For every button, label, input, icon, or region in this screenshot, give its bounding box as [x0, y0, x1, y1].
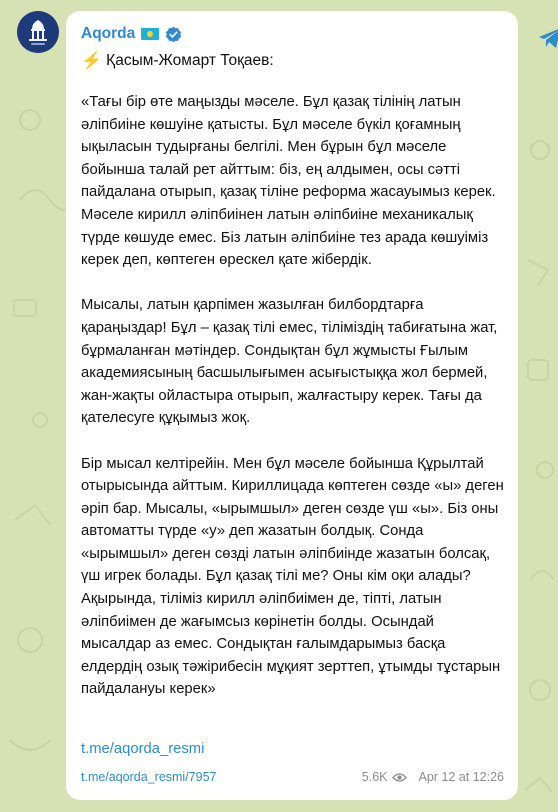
post-paragraph: «Тағы бір өте маңызды мәселе. Бұл қазақ тілінің латын әліпбиіне көшуіне қатысты. Бұл мәселе бүкіл қоғамның ықыласын тудырғаны белгілі. Мен бұрын бұл мәселе бойынша талай рет айттым: біз, ең алдымен, осы сәтті пайдалана отырып, қазақ тіліне реформа жасауымыз керек. Мәселе кирилл әліпбиінен латын әліпбиіне механикалық түрде көшуде емес. Біз латын әліпбиіне тез арада көшуіміз керек деп, көптеген өрескел қате жібердік. — [81, 94, 496, 269]
lightning-emoji: ⚡ — [81, 51, 103, 70]
message-header — [81, 25, 182, 43]
view-count: 5.6K — [361, 770, 388, 784]
post-paragraph: Мысалы, латын қарпімен жазылған билбордтарға қараңыздар! Бұл – қазақ тілі емес, тіліміздің табиғатына жат, бұрмаланған мәтіндер. Сондықтан бұл жұмысты Ғылым академиясының басшылығымен асығыстыққа жол бермей, жан-жақты ойластыра отырып, жалғастыру керек. Тағы да қателесуге құқымыз жоқ. — [81, 297, 498, 427]
verified-badge-icon — [165, 26, 182, 43]
post-body — [81, 91, 506, 724]
share-forward-icon[interactable] — [537, 25, 558, 51]
post-title — [81, 51, 274, 71]
channel-link[interactable]: t.me/aqorda_resmi — [81, 741, 205, 757]
post-link[interactable]: t.me/aqorda_resmi/7957 — [81, 770, 217, 784]
post-paragraph: Бір мысал келтірейін. Мен бұл мәселе бойынша Құрылтай отырысында айттым. Кириллицада көптеген сөзде «ы» деген әріп бар. Мысалы, «ырымшыл» деген сөзде үш «ы». Біз оны автоматты түрде «у» деп жазатын болдық. Сонда «ырымшыл» деген сөзді латын әліпбиінде жазатын болсақ, үш игрек болады. Бұл қазақ тілі ме? Оны кім оқи алады? Ақырында, тіліміз кирилл әліпбиімен де, тіпті, латын әліпбиімен де жағымсыз көрінетін болды. Осындай мысалдар аз емес. Сондықтан ғалымдарымыз басқа елдердің озық тәжірибесін мұқият зерттеп, ұтымды тұстарын пайдалануы керек» — [81, 455, 504, 698]
eye-icon — [392, 772, 407, 783]
kazakhstan-flag-icon — [141, 28, 159, 40]
message-date: Apr 12 at 12:26 — [418, 770, 504, 784]
message-bubble — [66, 11, 518, 800]
post-title-text: Қасым-Жомарт Тоқаев: — [106, 52, 274, 69]
channel-avatar[interactable] — [17, 11, 59, 53]
aqorda-logo-icon — [17, 11, 59, 53]
channel-name[interactable]: Aqorda — [81, 25, 136, 42]
message-footer — [81, 768, 504, 786]
